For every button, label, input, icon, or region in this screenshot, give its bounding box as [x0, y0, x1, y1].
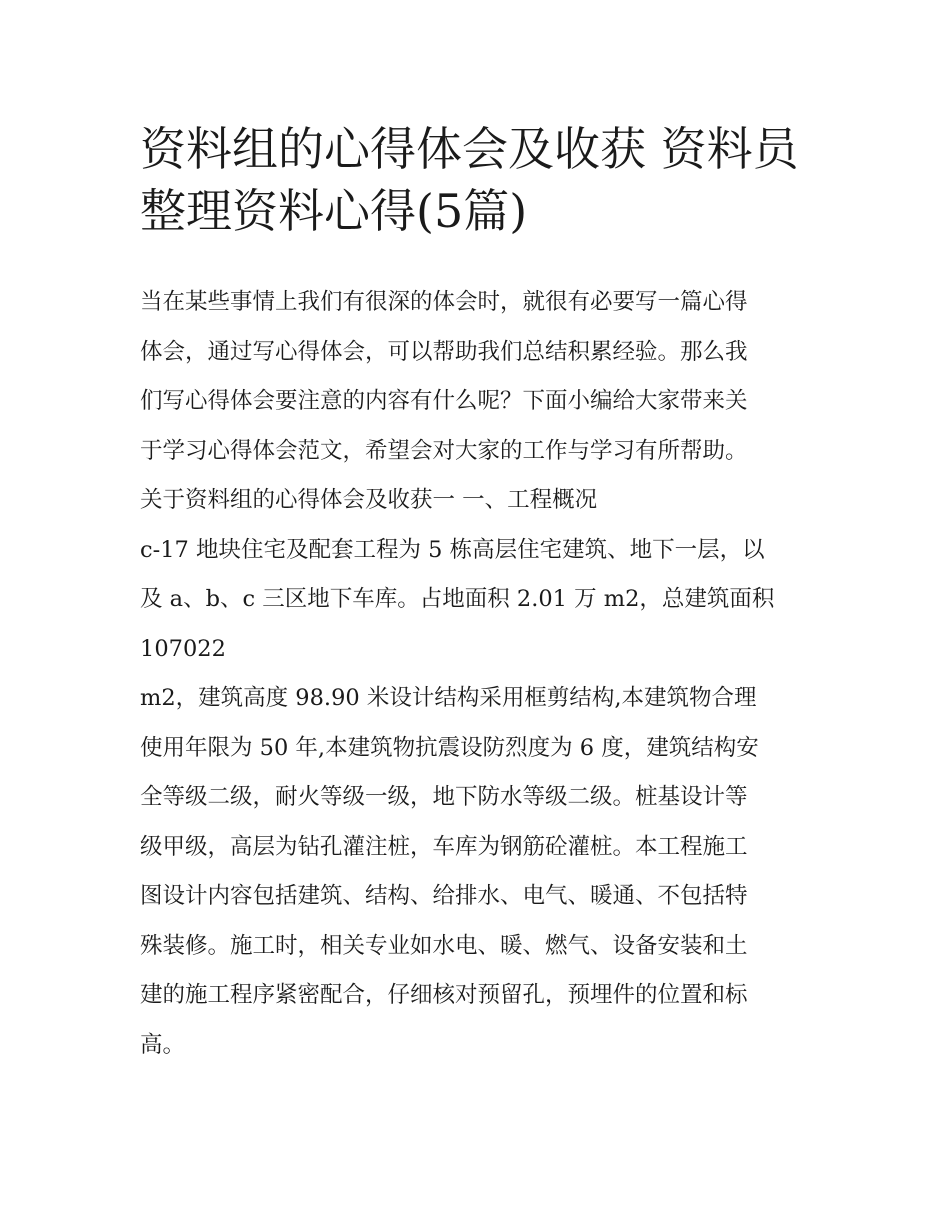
body-line: 全等级二级，耐火等级一级，地下防水等级二级。桩基设计等: [140, 784, 748, 810]
body-line: 当在某些事情上我们有很深的体会时，就很有必要写一篇心得: [140, 289, 748, 315]
body-line: 使用年限为 50 年,本建筑物抗震设防烈度为 6 度，建筑结构安: [140, 734, 759, 761]
body-line: 们写心得体会要注意的内容有什么呢？下面小编给大家带来关: [140, 388, 748, 414]
body-line: 图设计内容包括建筑、结构、给排水、电气、暖通、不包括特: [140, 883, 748, 909]
document-body: [140, 278, 820, 1070]
body-line: 于学习心得体会范文，希望会对大家的工作与学习有所帮助。: [140, 437, 748, 464]
body-line: 高。: [140, 1031, 186, 1058]
body-line: 关于资料组的心得体会及收获一 一、工程概况: [140, 487, 598, 513]
body-line: 建的施工程序紧密配合，仔细核对预留孔，预埋件的位置和标: [140, 982, 748, 1008]
body-line: m2，建筑高度 98.90 米设计结构采用框剪结构,本建筑物合理: [140, 685, 757, 711]
body-line: 级甲级，高层为钻孔灌注桩，车库为钢筋砼灌桩。本工程施工: [140, 833, 748, 860]
body-line: 107022: [140, 635, 226, 662]
body-line: 体会，通过写心得体会，可以帮助我们总结积累经验。那么我: [140, 338, 748, 365]
body-line: 及 a、b、c 三区地下车库。占地面积 2.01 万 m2，总建筑面积: [140, 586, 775, 612]
body-line: c-17 地块住宅及配套工程为 5 栋高层住宅建筑、地下一层，以: [140, 536, 765, 563]
document-title: 资料组的心得体会及收获 资料员整理资料心得(5篇): [140, 122, 799, 238]
body-line: 殊装修。施工时，相关专业如水电、暖、燃气、设备安装和土: [140, 932, 748, 959]
